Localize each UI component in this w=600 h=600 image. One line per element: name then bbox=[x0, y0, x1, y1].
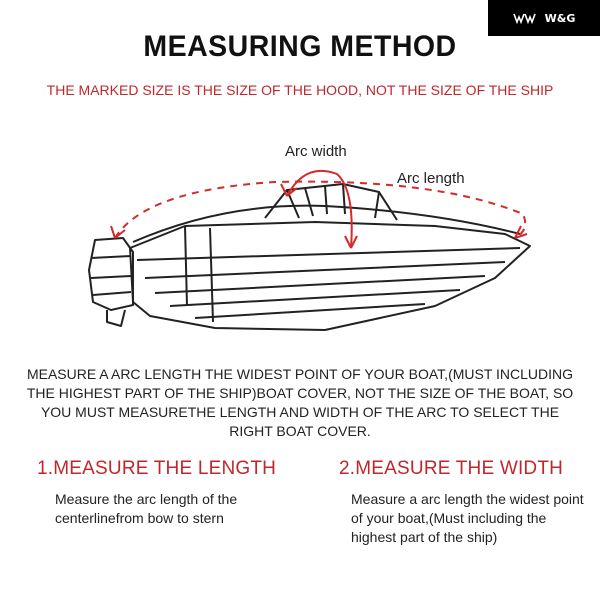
step-2-title: 2.MEASURE THE WIDTH bbox=[339, 458, 564, 479]
instructions-paragraph: MEASURE A ARC LENGTH THE WIDEST POINT OF YOUR BOAT,(MUST INCLUDING THE HIGHEST PART OF THE SHIP)BOAT COVER, NOT THE SIZE OF THE BOAT, SO YOU MUST MEASURETHE LENGTH AND WIDTH OF THE ARC TO SELECT THE RIGHT BOAT COVER. bbox=[26, 366, 574, 439]
brand-mark-icon bbox=[513, 12, 539, 24]
arc-width-line bbox=[287, 171, 352, 248]
boat-illustration bbox=[75, 130, 545, 350]
step-1-text: Measure the arc length of the centerlinefrom bow to stern bbox=[55, 491, 238, 526]
arc-length-arrowhead-right bbox=[515, 226, 527, 238]
step-2-text: Measure a arc length the widest point of your boat,(Must including the highest part of the ship) bbox=[351, 491, 584, 545]
brand-name: W&G bbox=[544, 11, 576, 25]
arc-width-label: Arc width bbox=[285, 143, 347, 160]
step-1-title: 1.MEASURE THE LENGTH bbox=[37, 458, 277, 479]
page-subtitle: THE MARKED SIZE IS THE SIZE OF THE HOOD, NOT THE SIZE OF THE SHIP bbox=[46, 82, 554, 98]
page-title: MEASURING METHOD bbox=[143, 30, 457, 63]
arc-length-label: Arc length bbox=[397, 170, 465, 187]
measurement-arrows bbox=[111, 171, 527, 248]
